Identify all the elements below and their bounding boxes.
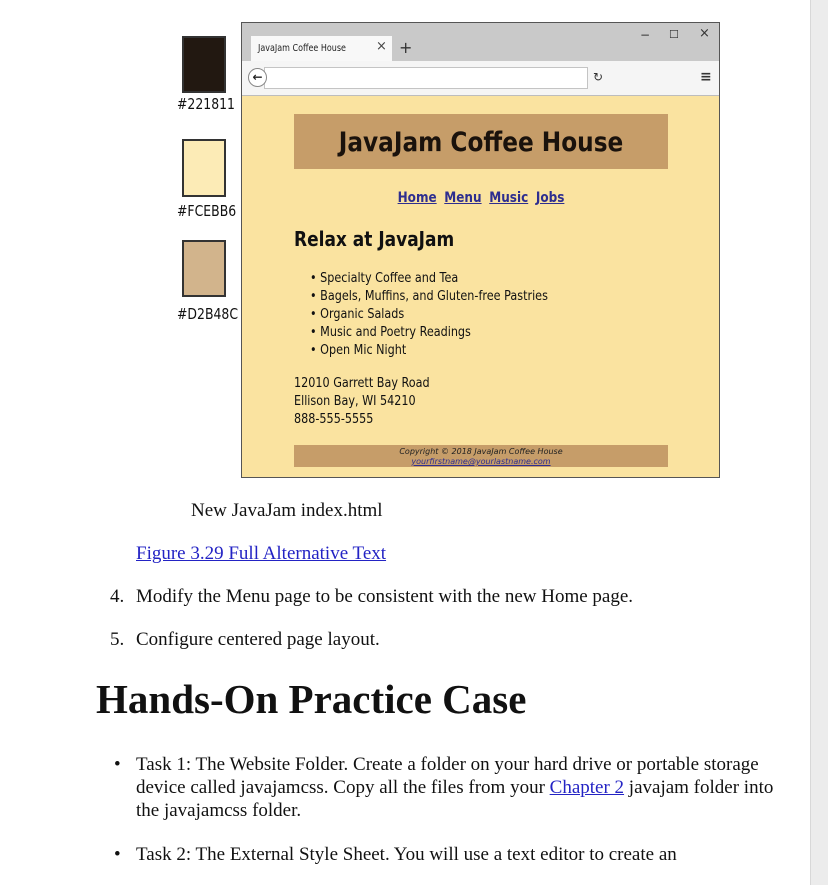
address-phone: 888-555-5555 [294,411,374,427]
browser-tab[interactable] [251,36,392,61]
list-item: • Specialty Coffee and Tea [310,269,548,287]
task-2 [136,843,776,866]
site-footer [294,445,668,467]
footer-copyright: Copyright © 2018 JavaJam Coffee House [399,447,563,456]
step-text: Modify the Menu page to be consistent with the new Home page. [136,586,634,607]
tab-close-icon[interactable]: × [376,39,387,54]
site-subheading: Relax at JavaJam [294,227,455,251]
swatch-cream-label: #FCEBB6 [177,202,237,220]
nav-music[interactable]: Music [489,190,529,206]
swatch-tan [182,240,226,297]
chapter-2-link[interactable]: Chapter 2 [549,777,625,798]
browser-navbar [242,61,719,96]
nav-menu[interactable]: Menu [444,190,482,206]
site-address [294,374,430,428]
maximize-icon[interactable]: ☐ [669,28,679,41]
reload-icon[interactable]: ↻ [593,70,604,84]
task-1-text: Task 1: The Website Folder. Create a folder on your hard drive or portable storage device called javajamcss. Copy all the files from your [136,754,759,798]
step-number: 5. [110,629,125,650]
task-1 [136,753,776,822]
swatch-tan-label: #D2B48C [177,305,239,323]
address-street: 12010 Garrett Bay Road [294,375,430,391]
address-city: Ellison Bay, WI 54210 [294,393,416,409]
task-2-text: Task 2: The External Style Sheet. You will use a text editor to create an [136,844,677,865]
list-item: • Organic Salads [310,305,548,323]
site-header [294,114,668,169]
nav-jobs[interactable]: Jobs [535,190,565,206]
swatch-dark [182,36,226,93]
scrollbar[interactable] [810,0,828,885]
nav-home[interactable]: Home [397,190,437,206]
new-tab-icon[interactable]: + [399,38,413,57]
figure-caption: New JavaJam index.html [191,500,383,521]
task-1-text-end: javajam folder into the javajamcss folder. [136,777,774,821]
browser-window [241,22,720,478]
section-heading: Hands-On Practice Case [96,676,527,722]
site-nav [320,190,642,206]
swatch-cream [182,139,226,197]
step-number: 4. [110,586,125,607]
tab-title: JavaJam Coffee House [258,43,346,54]
footer-email-link[interactable]: yourfirstname@yourlastname.com [411,457,551,466]
alt-text-link[interactable]: Figure 3.29 Full Alternative Text [136,543,387,564]
feature-list [310,269,548,359]
step-text: Configure centered page layout. [136,629,380,650]
list-item: • Bagels, Muffins, and Gluten-free Pastries [310,287,548,305]
list-item: • Music and Poetry Readings [310,323,548,341]
browser-titlebar [242,23,719,61]
menu-icon[interactable]: ≡ [700,69,712,85]
minimize-icon[interactable]: − [640,28,651,42]
back-icon[interactable]: ← [248,68,267,87]
site-title: JavaJam Coffee House [338,127,624,158]
address-bar[interactable] [264,67,604,89]
list-item: • Open Mic Night [310,341,548,359]
swatch-dark-label: #221811 [177,95,235,113]
window-close-icon[interactable]: × [699,26,710,41]
